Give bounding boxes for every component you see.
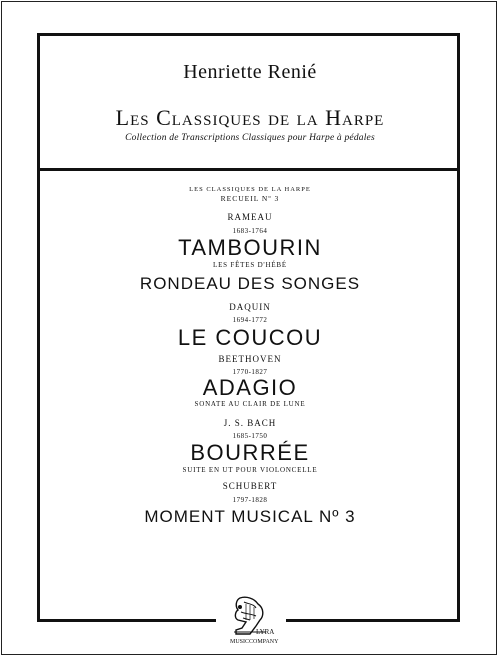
logo-text: LYRA [256, 628, 275, 636]
composer-dates: 1694-1772 [232, 316, 268, 324]
composer-dates: 1770-1827 [232, 368, 268, 376]
piece-subtitle: SUITE EN UT POUR VIOLONCELLE [182, 466, 318, 474]
piece-title: MOMENT MUSICAL Nº 3 [144, 507, 356, 526]
composer-name: DAQUIN [229, 302, 271, 312]
recueil-number: RECUEIL Nº 3 [220, 194, 280, 203]
composer-name: RAMEAU [227, 212, 273, 222]
logo-text: COMPANY [249, 639, 279, 645]
piece-subtitle: LES FÊTES D'HÉBÉ [213, 261, 287, 269]
piece-title: ADAGIO [202, 375, 298, 400]
composer-name: J. S. BACH [223, 418, 277, 428]
piece-title: LE COUCOU [177, 325, 323, 350]
logo-text: MUSIC [230, 639, 250, 645]
piece-title: RONDEAU DES SONGES [139, 274, 361, 293]
piece-title: BOURRÉE [190, 440, 310, 465]
header-divider [37, 168, 460, 171]
piece-subtitle: SONATE AU CLAIR DE LUNE [194, 400, 306, 408]
series-title: Les Classiques de la Harpe [115, 105, 385, 130]
composer-dates: 1797-1828 [232, 496, 268, 504]
composer-dates: 1685-1750 [232, 432, 268, 440]
publisher-lyra-logo [216, 592, 286, 652]
author-name: Henriette Renié [183, 61, 317, 83]
recueil-series-label: LES CLASSIQUES DE LA HARPE [189, 186, 311, 193]
composer-dates: 1683-1764 [232, 227, 268, 235]
composer-name: SCHUBERT [222, 481, 278, 491]
series-subtitle: Collection de Transcriptions Classiques pour Harpe à pédales [125, 133, 375, 143]
piece-title: TAMBOURIN [178, 235, 322, 260]
composer-name: BEETHOVEN [218, 354, 282, 364]
